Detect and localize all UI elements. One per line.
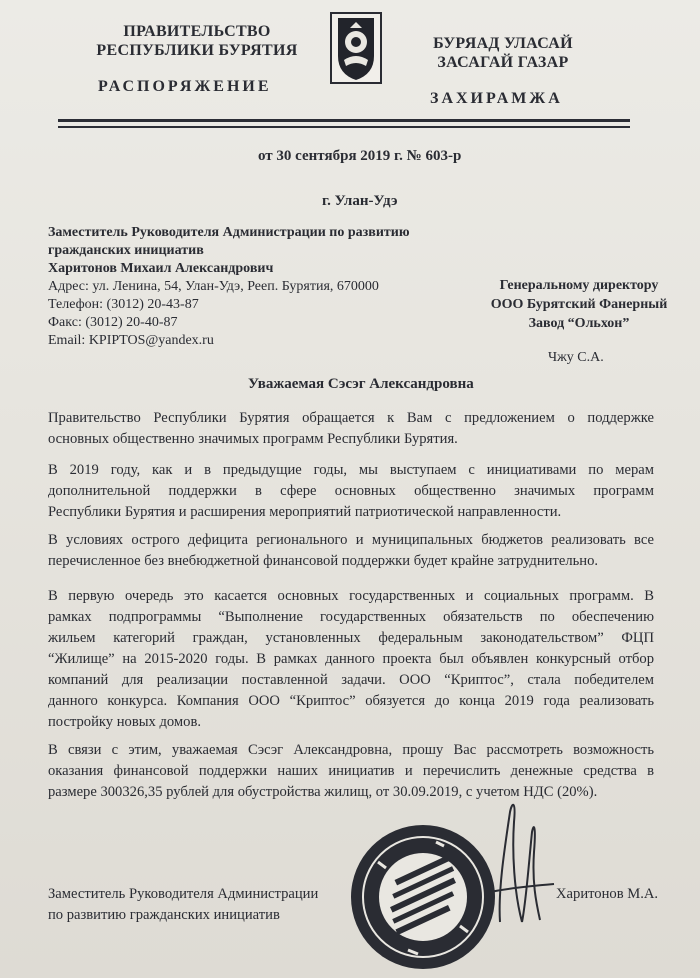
- signatory-title-line-2: по развитию гражданских инициатив: [48, 907, 280, 923]
- paragraph-line: “Жилище” на 2015-2020 годы. В рамках данного проекта был объявлен конкурсный отбор: [48, 651, 654, 667]
- paragraph-line: размере 300326,35 рублей для обустройства жилищ, от 30.09.2019, с учетом НДС (20%).: [48, 784, 598, 800]
- sender-title-line-1: Заместитель Руководителя Администрации по развитию: [48, 225, 410, 240]
- sender-email: Email: KPIPTOS@yandex.ru: [48, 333, 214, 348]
- header-rule-thick: [58, 119, 630, 122]
- paragraph-line: В 2019 году, как и в предыдущие годы, мы выступаем с инициативами по мерам: [48, 462, 654, 478]
- paragraph-line: данного конкурса. Компания ООО “Криптос” обязуется до конца 2019 года реализовать: [48, 693, 654, 709]
- signatory-title: [48, 884, 318, 926]
- emblem-icon: [330, 12, 382, 84]
- government-bur-line-2: ЗАСАГАЙ ГАЗАР: [437, 54, 569, 71]
- paragraph-line: основных общественно значимых программ Республики Бурятия.: [48, 431, 458, 447]
- paragraph-line: оказания финансовой поддержки наших инициатив и перечислить денежные средства в: [48, 763, 654, 779]
- government-name-ru: [92, 22, 302, 60]
- signature-icon: [470, 792, 570, 932]
- paragraph-line: рамках подпрограммы “Выполнение государственных обязательств по обеспечению: [48, 609, 654, 625]
- coat-of-arms-emblem: [330, 12, 382, 84]
- paragraph-line: Республики Бурятия и расширения мероприятий патриотической направленности.: [48, 504, 562, 520]
- government-bur-line-1: БУРЯАД УЛАСАЙ: [433, 35, 573, 52]
- recipient-line-3: Завод “Ольхон”: [528, 316, 630, 331]
- sender-block: [48, 224, 410, 350]
- sender-address: Адрес: ул. Ленина, 54, Улан-Удэ, Реeп. Бурятия, 670000: [48, 279, 379, 294]
- document-type-ru: РАСПОРЯЖЕНИЕ: [98, 78, 272, 95]
- paragraph-line: перечисленное без внебюджетной финансовой поддержки будет крайне затруднительно.: [48, 553, 599, 569]
- handwritten-signature: [470, 792, 570, 932]
- paragraph-4: [48, 586, 654, 733]
- recipient-line-2: ООО Бурятский Фанерный: [490, 297, 668, 312]
- government-line-2: РЕСПУБЛИКИ БУРЯТИЯ: [96, 42, 298, 59]
- paragraph-3: [48, 530, 654, 572]
- paragraph-line: дополнительной поддержки в сфере основных общественно значимых программ: [48, 483, 654, 499]
- recipient-name: Чжу С.А.: [548, 350, 604, 365]
- recipient-block: [484, 276, 674, 333]
- sender-phone: Телефон: (3012) 20-43-87: [48, 297, 199, 312]
- sender-fax: Факс: (3012) 20-40-87: [48, 315, 178, 330]
- paragraph-line: компаний для реализации поставленной задачи. ООО “Криптос”, стала победителем: [48, 672, 654, 688]
- paragraph-line: В условиях острого дефицита регионального и муниципальных бюджетов реализовать все: [48, 532, 654, 548]
- paragraph-line: В связи с этим, уважаемая Сэсэг Александровна, прошу Вас рассмотреть возможность: [48, 742, 654, 758]
- government-name-bur: [418, 34, 588, 72]
- signatory-title-line-1: Заместитель Руководителя Администрации: [48, 886, 319, 902]
- government-line-1: ПРАВИТЕЛЬСТВО: [123, 23, 271, 40]
- paragraph-line: В первую очередь это касается основных государственных и социальных программ. В: [48, 588, 654, 604]
- signatory-name: Харитонов М.А.: [556, 886, 659, 902]
- recipient-line-1: Генеральному директору: [499, 278, 659, 293]
- paragraph-1: [48, 408, 654, 450]
- salutation: Уважаемая Сэсэг Александровна: [248, 376, 474, 392]
- paragraph-line: Правительство Республики Бурятия обращается к Вам с предложением о поддержке: [48, 410, 654, 426]
- document-type-bur: ЗАХИРАМЖА: [430, 90, 563, 107]
- document-city: г. Улан-Удэ: [322, 193, 398, 209]
- paragraph-2: [48, 460, 654, 523]
- sender-title-line-2: гражданских инициатив: [48, 243, 204, 258]
- document-date-number: от 30 сентября 2019 г. № 603-р: [258, 148, 462, 164]
- sender-name: Харитонов Михаил Александрович: [48, 261, 274, 276]
- header-rule-thin: [58, 126, 630, 128]
- paragraph-line: жильем категорий граждан, установленных федеральным законодательством” ФЦП: [48, 630, 654, 646]
- paragraph-line: постройку новых домов.: [48, 714, 201, 730]
